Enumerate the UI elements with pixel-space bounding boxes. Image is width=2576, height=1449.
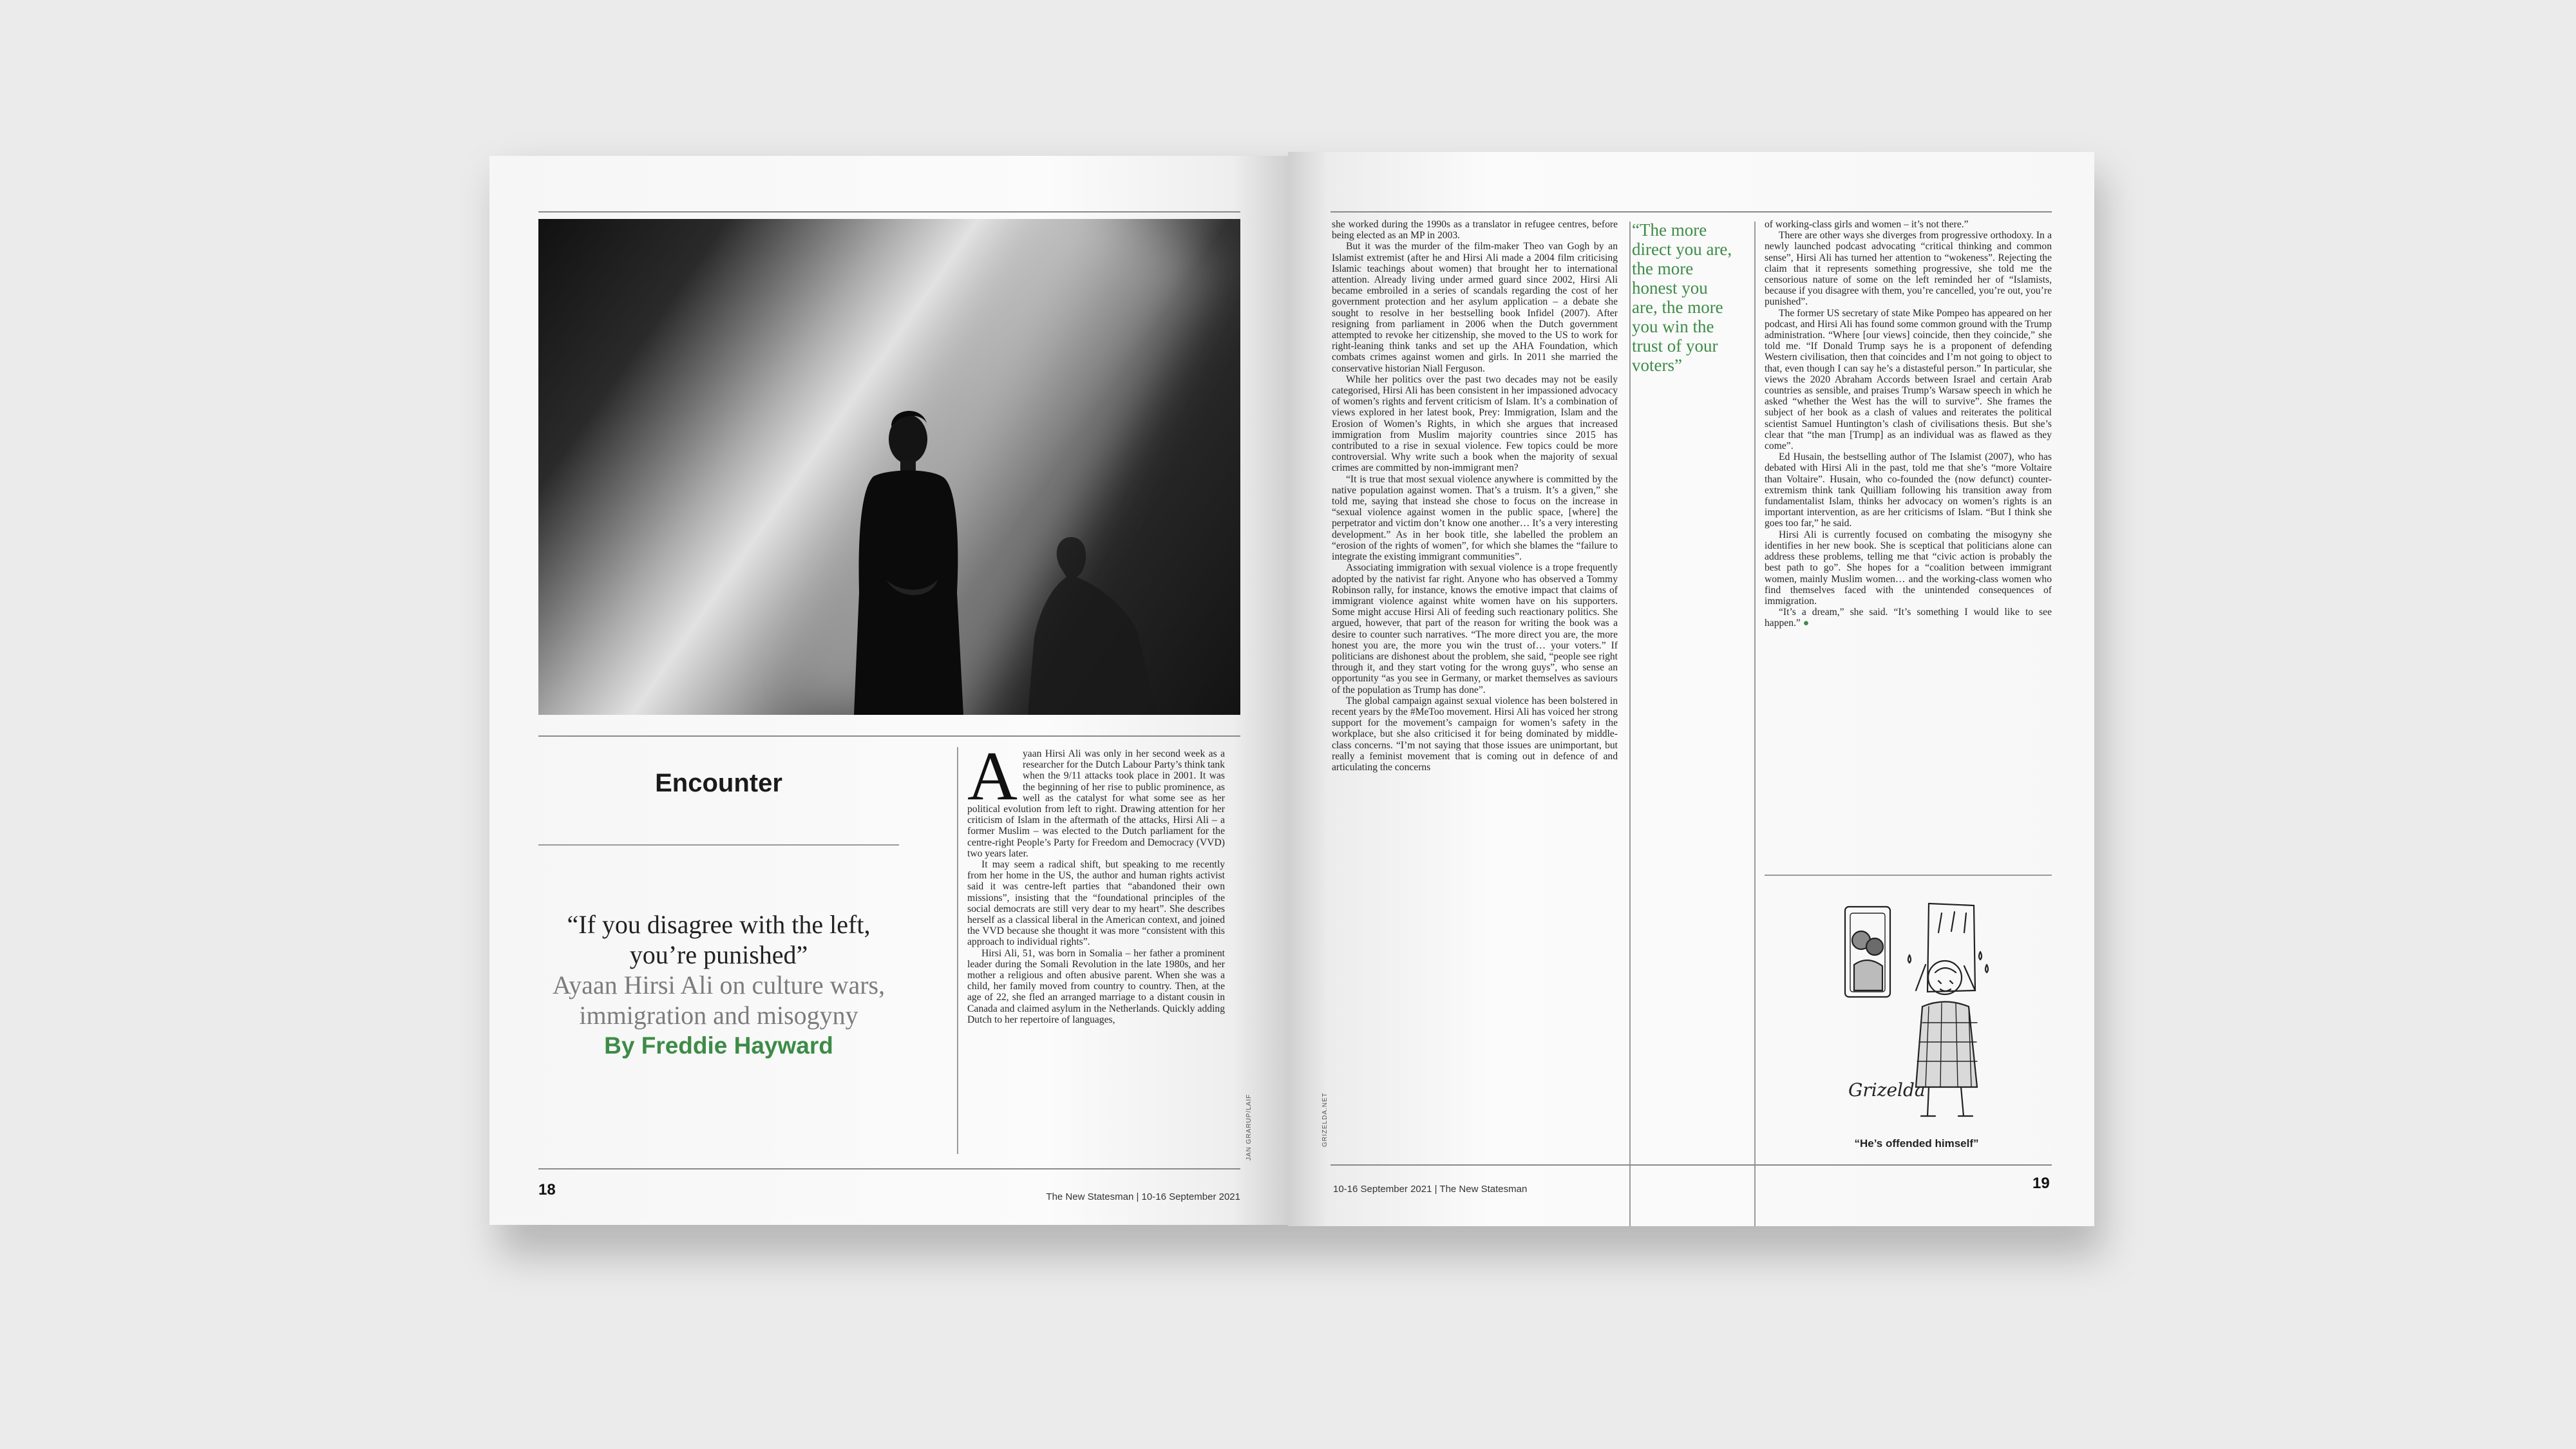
pull-quote: “The more direct you are, the more honest you are, the more you win the trust of your voters” (1632, 220, 1732, 375)
left-page (489, 156, 1288, 1225)
footline-right: 10-16 September 2021 | The New Statesman (1333, 1184, 1528, 1195)
top-rule (538, 211, 1240, 213)
paragraph: “It is true that most sexual violence anywhere is committed by the native population against women. That’s a truism. It’s a given,” she told me, saying that instead she chose to focus on the increase in “sexual violence against women in the public space, [where] the perpetrator and victim don’t know one another… It’s a very interesting development.” As in her book title, she labelled the problem an “erosion of the rights of women”, for which she blames the “failure to integrate the existing immigrant communities”. (1332, 473, 1618, 563)
drop-cap: A (967, 738, 1018, 815)
paragraph: Hirsi Ali is currently focused on combating the misogyny she identifies in her new book. She is sceptical that politicians alone can address these problems, telling me that “civic action is probably the best path to go”. She hopes for a “coalition between immigrant women, mainly Muslim women… and the working-class women who find themselves faced with the unintended consequences of immigration. (1765, 529, 2052, 607)
body-column-1 (967, 738, 1225, 1025)
headline: “If you disagree with the left, you’re punished” (567, 910, 871, 969)
bottom-rule (1331, 1164, 2052, 1166)
section-rule (538, 844, 899, 846)
cartoon-credit: GRIZELDA.NET (1321, 1092, 1329, 1147)
byline: By Freddie Hayward (604, 1032, 833, 1059)
footline-left: The New Statesman | 10-16 September 2021 (1046, 1191, 1240, 1202)
closing-line: “It’s a dream,” she said. “It’s something I would like to see happen.” (1765, 607, 2052, 629)
paragraph: The global campaign against sexual violence has been bolstered in recent years by the #MeToo movement. Hirsi Ali has voiced her strong support for the movement’s campaign for women’s safety in the workplace, but she also criticised it for being dominated by middle-class concerns. “I’m not saying that those issues are unimportant, but really a feminist movement that is coming out in defence of and articulating the concerns (1332, 695, 1618, 773)
cartoon-caption: “He’s offended himself” (1854, 1137, 1979, 1150)
paragraph (1765, 607, 2052, 629)
bottom-rule (538, 1168, 1240, 1170)
paragraph: It may seem a radical shift, but speaking to me recently from her home in the US, the author and human rights activist said it was centre-left parties that “abandoned their own missions”, insisting that the “foundational principles of the social democrats are still very dear to my heart”. She describes herself as a classical liberal in the American context, and joined the VVD because she thought it was more “consistent with this approach to individual rights”. (967, 859, 1225, 948)
paragraph: There are other ways she diverges from progressive orthodoxy. In a newly launched podcast advocating “critical thinking and common sense”, Hirsi Ali has turned her attention to “wokeness”. Rejecting the claim that it represents something progressive, she told me the censorious nature of some on the left reminded her of “Islamists, because if you disagree with them, you’re cancelled, you’re out, you’re punished”. (1765, 230, 2052, 308)
photo-bottom-rule (538, 735, 1240, 737)
top-rule (1331, 211, 2052, 213)
column-divider (1754, 222, 1756, 1226)
paragraph: While her politics over the past two decades may not be easily categorised, Hirsi Ali has been consistent in her impassioned advocacy of women’s rights and fervent criticism of Islam. It’s a combination of views explored in her latest book, Prey: Immigration, Islam and the Erosion of Women’s Rights, in which she argues that increased immigration from Muslim majority countries since 2015 has contributed to a rise in sexual violence. Few topics could be more controversial. Why write such a book when the majority of sexual crimes are committed by non-immigrant men? (1332, 374, 1618, 474)
paragraph: of working-class girls and women – it’s not there.” (1765, 219, 1969, 230)
article-deck (538, 909, 899, 1061)
portrait-photo (538, 219, 1240, 715)
paragraph: Hirsi Ali, 51, was born in Somalia – her father a prominent leader during the Somali Revolution in the late 1980s, and her mother a religious and often abusive parent. When she was a child, her family moved from country to country. Then, at the age of 22, she fled an arranged marriage to a distant cousin in Canada and claimed asylum in the Netherlands. Quickly adding Dutch to her repertoire of languages, (967, 947, 1225, 1025)
paragraph: The former US secretary of state Mike Pompeo has appeared on her podcast, and Hirsi Ali has found some common ground with the Trump administration. “Where [our views] coincide, then they coincide,” she told me. “If Donald Trump says he is a proponent of defending Western civilisation, then that coincides and I’m not going to object to that, even though I can say he’s a distasteful person.” In particular, she views the 2020 Abraham Accords between Israel and certain Arab countries as sensible, and praises Trump’s Warsaw speech in which he asked “whether the West has the will to survive”. She frames the subject of her book as a clash of values and reiterates the political scientist Samuel Huntington’s clash of civilisations thesis. But she’s clear that “the man [Trump] as an individual was as flawed as they come”. (1765, 307, 2052, 452)
section-label: Encounter (655, 769, 782, 797)
paragraph: she worked during the 1990s as a translator in refugee centres, before being elected as an MP in 2003. (1332, 219, 1618, 242)
subheadline: Ayaan Hirsi Ali on culture wars, immigration and misogyny (552, 971, 886, 1030)
page-number-right: 19 (2032, 1175, 2050, 1192)
cartoon-signature: Grizelda (1848, 1079, 1926, 1101)
paragraph: Associating immigration with sexual violence is a trope frequently adopted by the nativist far right. Anyone who has observed a Tommy Robinson rally, for instance, knows the emotive impact that claims of immigrant violence against white women have on his supporters. Some might accuse Hirsi Ali of feeding such reactionary politics. She argued, however, that part of the reason for writing the book was a desire to counter such narratives. “The more direct you are, the more honest you are, the more you win the trust of… your voters.” If politicians are dishonest about the problem, she said, “people see right through it, and they start voting for the wrong guys”, who sense an opportunity “as you see in Germany, or market themselves as saviours of the population as Trump has done”. (1332, 562, 1618, 696)
page-number-left: 18 (538, 1181, 556, 1198)
cartoon-top-rule (1765, 875, 2052, 876)
body-column-2 (1332, 219, 1618, 773)
body-column-3 (1765, 219, 2052, 629)
photo-credit: JAN GRARUP/LAIF (1245, 1094, 1253, 1160)
paragraph: Ed Husain, the bestselling author of The Islamist (2007), who has debated with Hirsi Ali in the past, told me that she’s “more Voltaire than Voltaire”. Husain, who co-founded the (now defunct) counter-extremism think tank Quilliam following his transition away from fundamentalist Islam, thinks her advocacy on women’s rights is an important intervention, as are her criticisms of Islam. “But I think she goes too far,” he said. (1765, 451, 2052, 529)
end-mark-icon: ● (1803, 618, 1810, 629)
column-divider (957, 747, 958, 1154)
paragraph: yaan Hirsi Ali was only in her second week as a researcher for the Dutch Labour Party’s think tank when the 9/11 attacks took place in 2001. It was the beginning of her rise to public prominence, as well as the catalyst for what some see as her political evolution from left to right. Drawing attention for her criticism of Islam in the aftermath of the attacks, Hirsi Ali – a former Muslim – was elected to the Dutch parliament for the centre-right People’s Party for Freedom and Democracy (VVD) two years later. (967, 748, 1225, 859)
paragraph: But it was the murder of the film-maker Theo van Gogh by an Islamist extremist (after he and Hirsi Ali made a 2004 film criticising Islamic teachings about women) that brought her to international attention. Already living under armed guard since 2002, Hirsi Ali became embroiled in a series of scandals regarding the cost of her government protection and her asylum application – a debate she sought to resolve in her bestselling book Infidel (2007). After resigning from parliament in 2006 when the Dutch government attempted to revoke her citizenship, she moved to the US to work for right-leaning think tanks and set up the AHA Foundation, which combats crimes against women and girls. In 2011 she married the conservative historian Niall Ferguson. (1332, 241, 1618, 374)
column-divider (1629, 222, 1631, 1226)
right-page (1288, 152, 2094, 1226)
